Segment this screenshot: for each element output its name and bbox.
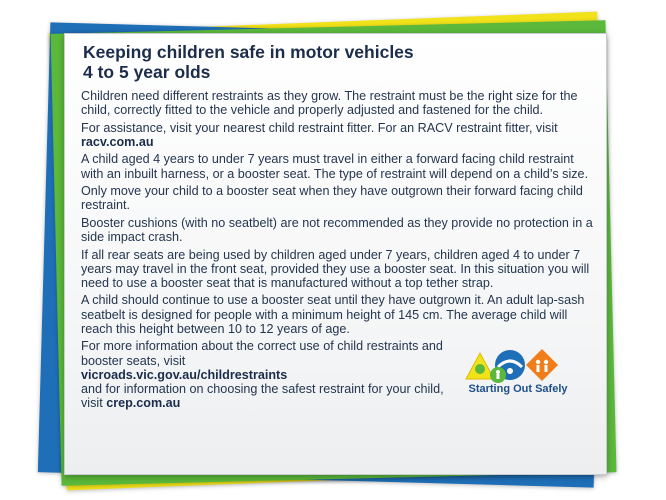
more-info-text-1: For more information about the correct use of child restraints and booster seats, visit (81, 339, 443, 368)
paragraph-assistance (81, 121, 594, 149)
vicroads-link[interactable]: vicroads.vic.gov.au/childrestraints (81, 367, 288, 382)
paragraph-seatbelt-height: A child should continue to use a booster seat until they have outgrown it. An adult lap-sash seatbelt is designed for people with a minimum height of 145 cm. The average child will reach this height between 10 to 12 years of age. (81, 293, 585, 336)
crep-link[interactable]: crep.com.au (106, 396, 181, 411)
paragraph-age-rules: A child aged 4 years to under 7 years must travel in either a forward facing child restraint with an inbuilt harness, or a booster seat. The type of restraint will depend on a child’s size. (81, 152, 589, 181)
footer-section (81, 339, 594, 410)
starting-out-safely-logo (448, 345, 588, 395)
racv-link[interactable]: racv.com.au (81, 134, 154, 149)
paragraph-booster-cushions: Booster cushions (with no seatbelt) are not recommended as they provide no protection in a side impact crash. (81, 215, 593, 245)
logo-icon (458, 345, 578, 385)
info-card (64, 33, 607, 475)
paragraph-restraints-intro: Children need different restraints as they grow. The restraint must be the right size for the child, correctly fitted to the vehicle and properly adjusted and fastened for the child. (81, 89, 578, 118)
title-line-2: 4 to 5 year olds (83, 62, 211, 82)
paragraph-more-info (81, 339, 451, 410)
page-title (83, 42, 594, 82)
logo-label: Starting Out Safely (468, 383, 568, 396)
paragraph-booster-move: Only move your child to a booster seat when they have outgrown their forward facing child restraint. (81, 184, 583, 213)
paragraph-front-seat: If all rear seats are being used by children aged under 7 years, children aged 4 to under 7 years may travel in the front seat, provided they use a booster seat. In this situation you will need to use a booster seat that is manufactured without a top tether strap. (81, 247, 590, 290)
title-line-1: Keeping children safe in motor vehicles (83, 42, 414, 62)
more-info-text-2: and for information on choosing the safest restraint for your child, visit (81, 381, 444, 411)
assistance-text: For assistance, visit your nearest child restraint fitter. For an RACV restraint fitter, visit (81, 120, 558, 135)
